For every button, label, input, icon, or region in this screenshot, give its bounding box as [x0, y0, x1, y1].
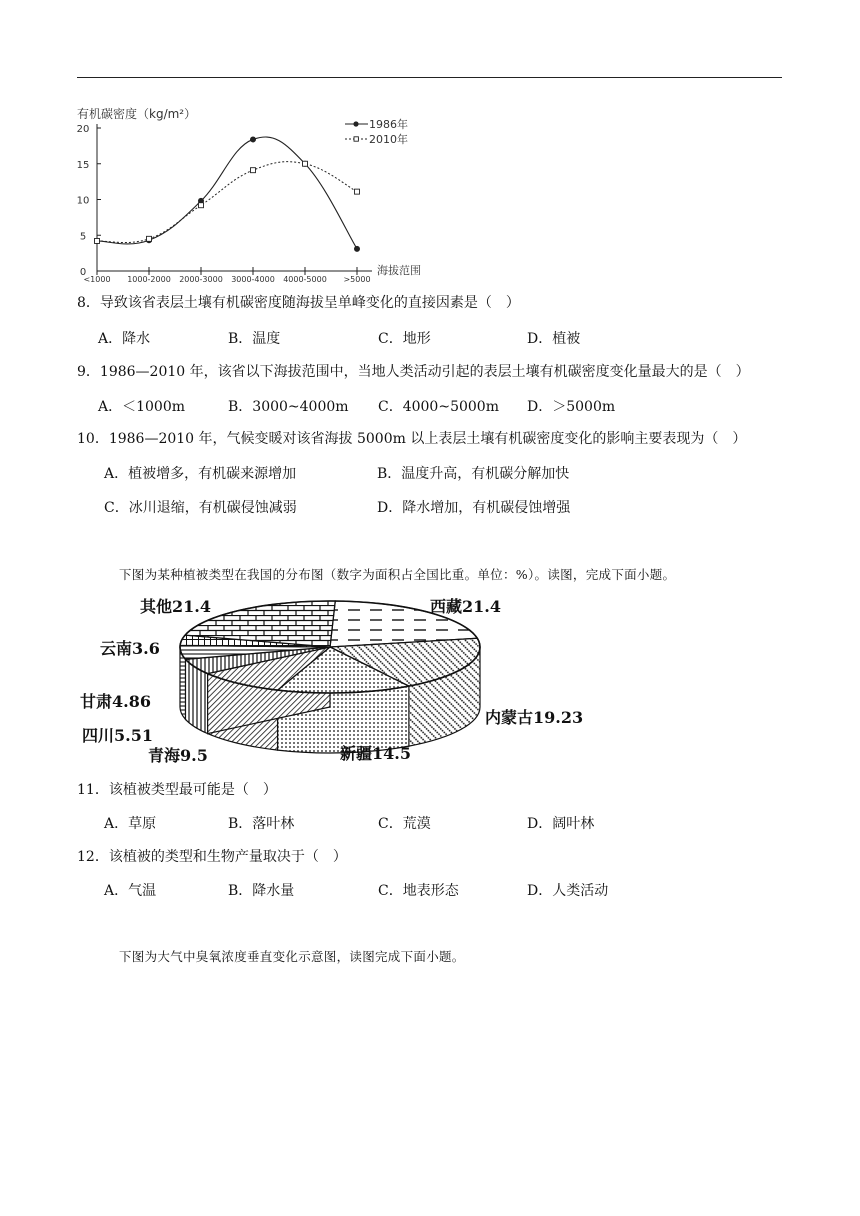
pie-label: 新疆14.5 — [340, 744, 411, 763]
legend-marker — [353, 121, 358, 126]
x-tick-label: 4000-5000 — [283, 275, 327, 284]
x-axis — [83, 267, 372, 284]
q12-option-b[interactable]: B．降水量 — [228, 883, 295, 899]
data-point — [250, 136, 256, 142]
y-tick-label: 0 — [79, 267, 87, 278]
x-tick-label: 2000-3000 — [179, 275, 223, 284]
pie-label: 甘肃4.86 — [80, 692, 151, 711]
q8-option-a[interactable]: A．降水 — [98, 331, 151, 347]
legend-label: 1986年 — [369, 118, 408, 131]
question-10-stem: 10．1986—2010 年，气候变暖对该省海拔 5000m 以上表层土壤有机碳密度变化的影响主要表现为（ ） — [77, 431, 747, 447]
q10-option-a[interactable]: A．植被增多，有机碳来源增加 — [104, 466, 297, 482]
y-axis — [77, 124, 101, 278]
legend — [345, 117, 408, 146]
q11-option-c[interactable]: C．荒漠 — [378, 816, 431, 832]
q11-option-a[interactable]: A．草原 — [104, 816, 157, 832]
question-8-stem: 8．导致该省表层土壤有机碳密度随海拔呈单峰变化的直接因素是（ ） — [77, 295, 520, 311]
q10-option-b[interactable]: B．温度升高，有机碳分解加快 — [377, 466, 570, 482]
x-tick-label: 1000-2000 — [127, 275, 171, 284]
q9-option-a[interactable]: A．＜1000m — [98, 399, 186, 415]
y-tick-label: 15 — [76, 159, 90, 171]
pie-label: 内蒙古19.23 — [485, 708, 584, 727]
q8-option-d[interactable]: D．植被 — [527, 331, 581, 347]
carbon-density-line-chart — [0, 0, 440, 285]
x-tick-label: <1000 — [83, 275, 111, 284]
q10-option-c[interactable]: C．冰川退缩，有机碳侵蚀减弱 — [104, 500, 297, 516]
series-line-2 — [97, 162, 357, 243]
question-9-stem: 9．1986—2010 年，该省以下海拔范围中，当地人类活动引起的表层土壤有机碳密度变化量最大的是（ ） — [77, 364, 750, 380]
x-tick-label: >5000 — [343, 275, 371, 284]
q8-option-c[interactable]: C．地形 — [378, 331, 431, 347]
q8-option-b[interactable]: B．温度 — [228, 331, 281, 347]
data-point — [354, 246, 360, 252]
series-group — [94, 136, 360, 251]
q10-option-d[interactable]: D．降水增加，有机碳侵蚀增强 — [377, 500, 571, 516]
pie-label: 四川5.51 — [82, 726, 153, 745]
intro-vegetation: 下图为某种植被类型在我国的分布图（数字为面积占全国比重。单位：%）。读图，完成下面小题。 — [119, 567, 676, 582]
series-line-1 — [97, 137, 357, 249]
q11-option-b[interactable]: B．落叶林 — [228, 816, 295, 832]
y-tick-label: 20 — [76, 124, 90, 135]
q9-option-b[interactable]: B．3000~4000m — [228, 399, 349, 415]
pie-label: 西藏21.4 — [430, 597, 501, 616]
pie-label: 其他21.4 — [140, 597, 211, 616]
legend-label: 2010年 — [369, 133, 408, 146]
pie-label: 云南3.6 — [100, 639, 160, 658]
x-tick-label: 3000-4000 — [231, 275, 275, 284]
y-tick-label: 5 — [79, 231, 87, 243]
data-point — [147, 236, 152, 241]
data-point — [303, 161, 308, 166]
q9-option-c[interactable]: C．4000~5000m — [378, 399, 499, 415]
pie-label: 青海9.5 — [148, 746, 208, 765]
q11-option-d[interactable]: D．阔叶林 — [527, 816, 595, 832]
q9-option-d[interactable]: D．＞5000m — [527, 399, 616, 415]
intro-ozone: 下图为大气中臭氧浓度垂直变化示意图，读图完成下面小题。 — [119, 949, 465, 964]
q12-option-d[interactable]: D．人类活动 — [527, 883, 609, 899]
data-point — [251, 168, 256, 173]
data-point — [95, 238, 100, 243]
q12-option-a[interactable]: A．气温 — [104, 883, 157, 899]
y-axis-label: 有机碳密度（kg/m²） — [77, 107, 197, 121]
y-tick-label: 10 — [76, 195, 90, 207]
data-point — [199, 203, 204, 208]
q12-option-c[interactable]: C．地表形态 — [378, 883, 459, 899]
x-axis-label: 海拔范围 — [377, 264, 421, 277]
question-12-stem: 12．该植被的类型和生物产量取决于（ ） — [77, 849, 347, 865]
vegetation-pie-chart — [60, 585, 600, 770]
legend-marker — [354, 137, 358, 141]
data-point — [355, 189, 360, 194]
question-11-stem: 11．该植被类型最可能是（ ） — [77, 782, 277, 798]
